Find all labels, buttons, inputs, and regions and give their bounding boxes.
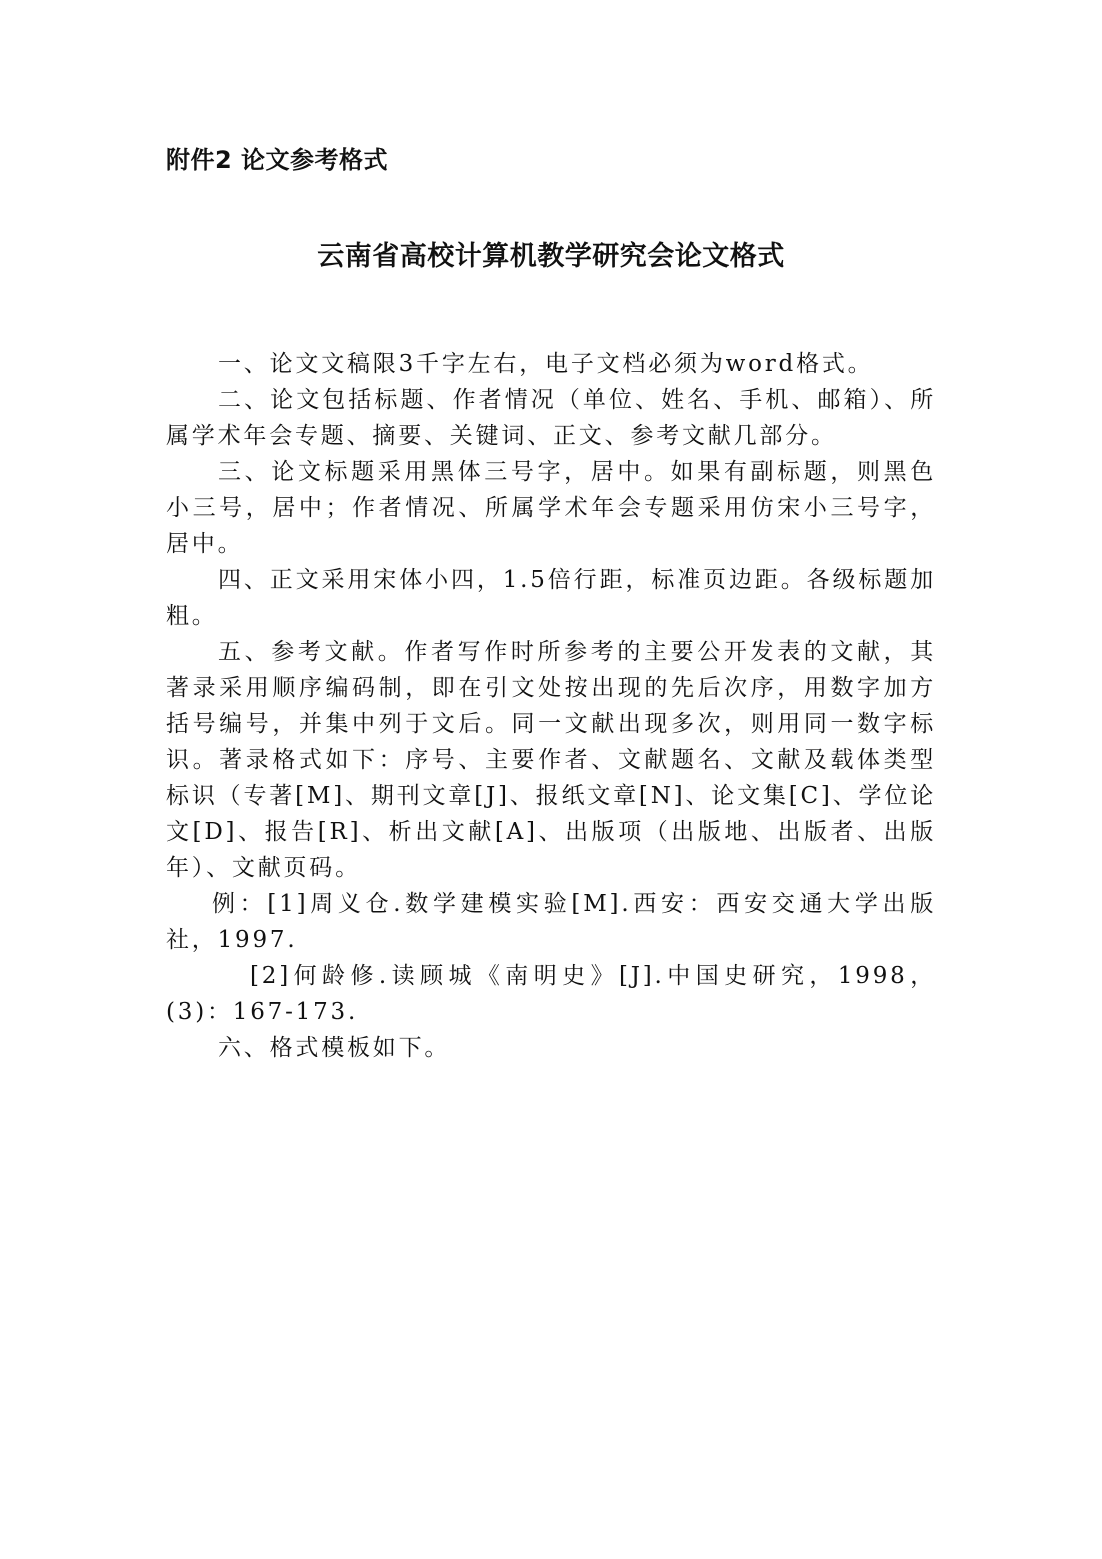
- paragraph-references-rules: 五、参考文献。作者写作时所参考的主要公开发表的文献，其著录采用顺序编码制，即在引文处按出现的先后次序，用数字加方括号编号，并集中列于文后。同一文献出现多次，则用同一数字标识。著录格式如下：序号、主要作者、文献题名、文献及载体类型标识（专著[M]、期刊文章[J]、报纸文章[N]、论文集[C]、学位论文[D]、报告[R]、析出文献[A]、出版项（出版地、出版者、出版年）、文献页码。: [166, 639, 936, 881]
- paragraph-title-format: 三、论文标题采用黑体三号字，居中。如果有副标题，则黑色小三号，居中；作者情况、所属学术年会专题采用仿宋小三号字，居中。: [166, 459, 936, 557]
- document-body: [166, 346, 936, 1066]
- paragraph-body-format: 四、正文采用宋体小四，1.5倍行距，标准页边距。各级标题加粗。: [166, 567, 936, 629]
- document-title: 云南省高校计算机教学研究会论文格式: [317, 241, 785, 272]
- reference-example-1: 例：[1]周义仓.数学建模实验[M].西安：西安交通大学出版社，1997.: [166, 891, 936, 953]
- paragraph-structure-requirement: 二、论文包括标题、作者情况（单位、姓名、手机、邮箱）、所属学术年会专题、摘要、关键词、正文、参考文献几部分。: [166, 387, 936, 449]
- paragraph-template-note: 六、格式模板如下。: [218, 1035, 451, 1061]
- attachment-label: 附件2 论文参考格式: [166, 146, 389, 174]
- reference-example-2: [2]何龄修.读顾城《南明史》[J].中国史研究，1998，(3)：167-173.: [166, 963, 936, 1025]
- paragraph-length-requirement: 一、论文文稿限3千字左右，电子文档必须为word格式。: [218, 351, 874, 377]
